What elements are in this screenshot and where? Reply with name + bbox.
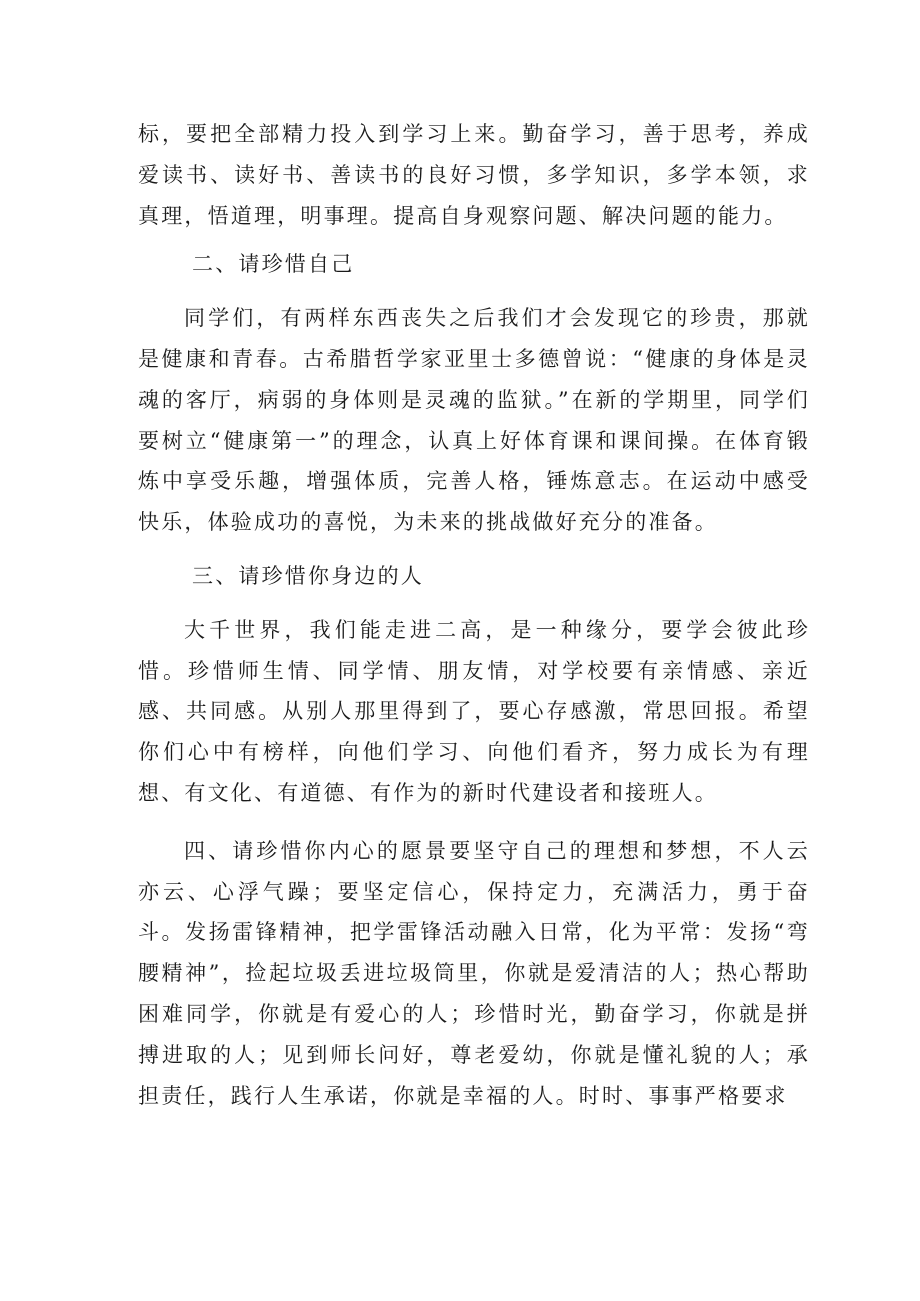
section-heading-cherish-yourself: 二、请珍惜自己 <box>192 252 355 277</box>
paragraph-relationships: 大千世界，我们能走进二高，是一种缘分，要学会彼此珍惜。珍惜师生情、同学情、朋友情，对学校要有亲情感、亲近感、共同感。从别人那里得到了，要心存感激，常思回报。希望你们心中有榜样，向他们学习、向他们看齐，努力成长为有理想、有文化、有道德、有作为的新时代建设者和接班人。 <box>138 617 810 805</box>
section-heading-cherish-people: 三、请珍惜你身边的人 <box>192 563 424 588</box>
document-body <box>138 114 810 1116</box>
paragraph-inner-vision: 四、请珍惜你内心的愿景要坚守自己的理想和梦想，不人云亦云、心浮气躁；要坚定信心，保持定力，充满活力，勇于奋斗。发扬雷锋精神，把学雷锋活动融入日常，化为平常：发扬“弯腰精神”，捡起垃圾丢进垃圾筒里，你就是爱清洁的人；热心帮助困难同学，你就是有爱心的人；珍惜时光，勤奋学习，你就是拼搏进取的人；见到师长问好，尊老爱幼，你就是懂礼貌的人；承担责任，践行人生承诺，你就是幸福的人。时时、事事严格要求 <box>138 838 810 1108</box>
paragraph-health-youth: 同学们，有两样东西丧失之后我们才会发现它的珍贵，那就是健康和青春。古希腊哲学家亚里士多德曾说：“健康的身体是灵魂的客厅，病弱的身体则是灵魂的监狱。”在新的学期里，同学们要树立“健康第一”的理念，认真上好体育课和课间操。在体育锻炼中享受乐趣，增强体质，完善人格，锤炼意志。在运动中感受快乐，体验成功的喜悦，为未来的挑战做好充分的准备。 <box>138 306 810 535</box>
paragraph-study-habits: 标，要把全部精力投入到学习上来。勤奋学习，善于思考，养成爱读书、读好书、善读书的良好习惯，多学知识，多学本领，求真理，悟道理，明事理。提高自身观察问题、解决问题的能力。 <box>138 122 810 228</box>
